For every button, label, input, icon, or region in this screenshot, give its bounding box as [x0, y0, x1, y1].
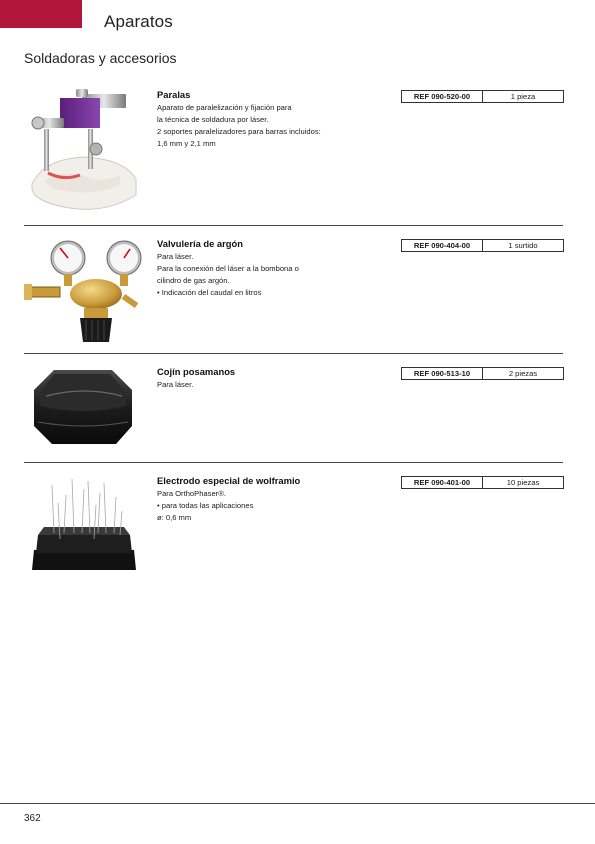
product-divider: [24, 353, 563, 354]
paralas-image: [24, 89, 144, 214]
ref-box: [401, 367, 564, 380]
description-line: Para láser.: [157, 252, 194, 261]
tungsten-electrode-image: [24, 475, 144, 580]
product-divider: [24, 462, 563, 463]
description-line: 1,6 mm y 2,1 mm: [157, 139, 216, 148]
description-line: cilindro de gas argón.: [157, 276, 230, 285]
ref-number: REF 090-401-00: [402, 477, 483, 488]
hand-rest-cushion-image: [24, 366, 144, 456]
description-line: ø: 0,6 mm: [157, 513, 192, 522]
header-accent-block: [0, 0, 82, 28]
quantity: 1 pieza: [510, 92, 536, 101]
description-line: Para la conexión del láser a la bombona o: [157, 264, 299, 273]
quantity: 2 piezas: [508, 369, 538, 378]
ref-number: REF 090-520-00: [402, 91, 483, 102]
ref-number: REF 090-404-00: [402, 240, 483, 251]
product-paralas: [24, 89, 563, 214]
description-line: • para todas las aplicaciones: [157, 501, 254, 510]
subsection-title: Soldadoras y accesorios: [24, 50, 177, 66]
description-line: la técnica de soldadura por láser.: [157, 115, 269, 124]
description-line: 2 soportes paralelizadores para barras incluidos:: [157, 127, 321, 136]
section-title: Aparatos: [104, 12, 173, 31]
ref-number: REF 090-513-10: [402, 368, 483, 379]
ref-box: [401, 239, 564, 252]
product-description: [157, 251, 377, 299]
ref-box: [401, 90, 564, 103]
page-number: 362: [24, 813, 41, 824]
product-description: [157, 102, 377, 150]
product-electrodo-wolframio: [24, 475, 563, 580]
description-line: • Indicación del caudal en litros: [157, 288, 262, 297]
product-valvuleria-argon: [24, 238, 563, 348]
product-name: Valvulería de argón: [157, 238, 243, 249]
quantity: 1 surtido: [508, 241, 538, 250]
product-description: [157, 379, 377, 391]
product-name: Electrodo especial de wolframio: [157, 475, 301, 486]
product-cojin-posamanos: [24, 366, 563, 456]
product-description: [157, 488, 377, 524]
product-name: Cojín posamanos: [157, 366, 236, 377]
quantity: 10 piezas: [506, 478, 540, 487]
product-name: Paralas: [157, 89, 191, 100]
description-line: Para láser.: [157, 380, 194, 389]
footer-divider: [0, 803, 595, 804]
description-line: Para OrthoPhaser®.: [157, 489, 226, 498]
ref-box: [401, 476, 564, 489]
description-line: Aparato de paralelización y fijación para: [157, 103, 292, 112]
product-divider: [24, 225, 563, 226]
argon-regulator-image: [24, 238, 144, 348]
